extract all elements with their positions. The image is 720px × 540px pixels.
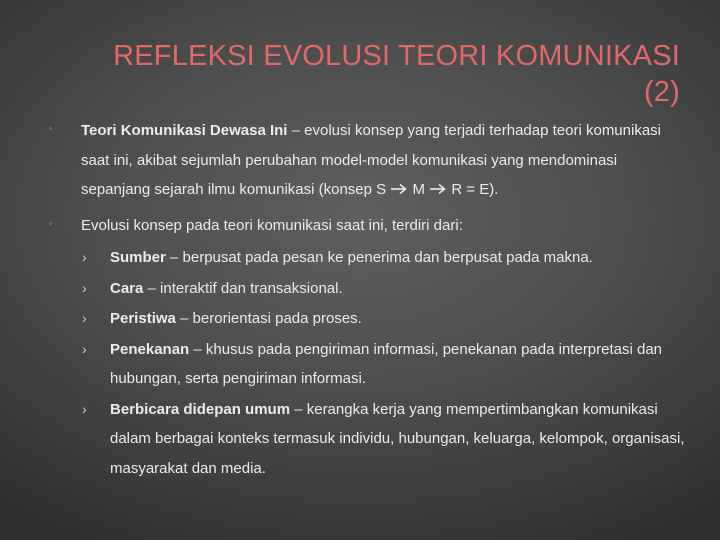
sub-item-cara: [50, 274, 690, 304]
sub-item-term: Sumber: [110, 249, 166, 266]
chevron-right-icon: ›: [82, 310, 87, 326]
sub-item-desc: – khusus pada pengiriman informasi, penekanan pada interpretasi dan hubungan, serta pengiriman informasi.: [110, 340, 663, 387]
bullet-text-c: R = E).: [447, 181, 499, 198]
bullet-text-a: – evolusi konsep yang terjadi terhadap teori komunikasi saat ini, akibat sejumlah perubahan model-model komunikasi yang mendominasi sepanjang sejarah ilmu komunikasi (konsep S: [81, 122, 662, 198]
sub-item-term: Penekanan: [110, 340, 190, 358]
sub-item-desc: – berorientasi pada proses.: [175, 310, 362, 327]
arrow-right-icon: [429, 183, 447, 195]
sub-item-sumber: [50, 243, 690, 273]
chevron-right-icon: ›: [82, 340, 87, 357]
sub-item-desc: – interaktif dan transaksional.: [143, 279, 343, 297]
sub-list: [50, 243, 690, 483]
slide-body: [50, 116, 690, 483]
bullet-dewasa-ini: [50, 116, 690, 205]
sub-item-penekanan: [50, 335, 690, 394]
bullet-intro: Evolusi konsep pada teori komunikasi saat ini, terdiri dari:: [81, 216, 463, 234]
slide-title: [60, 38, 680, 110]
sub-item-berbicara: [50, 395, 690, 484]
arrow-right-icon: [390, 183, 408, 195]
bullet-dot-icon: [50, 222, 54, 226]
sub-item-term: Berbicara didepan umum: [110, 400, 291, 418]
bullet-lead: Teori Komunikasi Dewasa Ini: [81, 122, 288, 139]
sub-item-term: Peristiwa: [110, 310, 176, 327]
bullet-evolusi-konsep: [50, 211, 690, 241]
sub-item-term: Cara: [110, 279, 144, 297]
slide-title-line1: REFLEKSI EVOLUSI TEORI KOMUNIKASI: [113, 40, 680, 72]
bullet-text-b: M: [408, 181, 430, 198]
bullet-dot-icon: [50, 127, 54, 131]
sub-item-desc: – berpusat pada pesan ke penerima dan berpusat pada makna.: [165, 249, 593, 266]
sub-item-peristiwa: [50, 304, 690, 334]
slide-title-line2: (2): [643, 76, 680, 108]
chevron-right-icon: ›: [82, 400, 87, 417]
chevron-right-icon: ›: [82, 249, 87, 265]
sub-item-desc: – kerangka kerja yang mempertimbangkan komunikasi dalam berbagai konteks termasuk individu, hubungan, keluarga, kelompok, organisasi, masyarakat dan media.: [110, 400, 685, 477]
chevron-right-icon: ›: [82, 279, 87, 296]
